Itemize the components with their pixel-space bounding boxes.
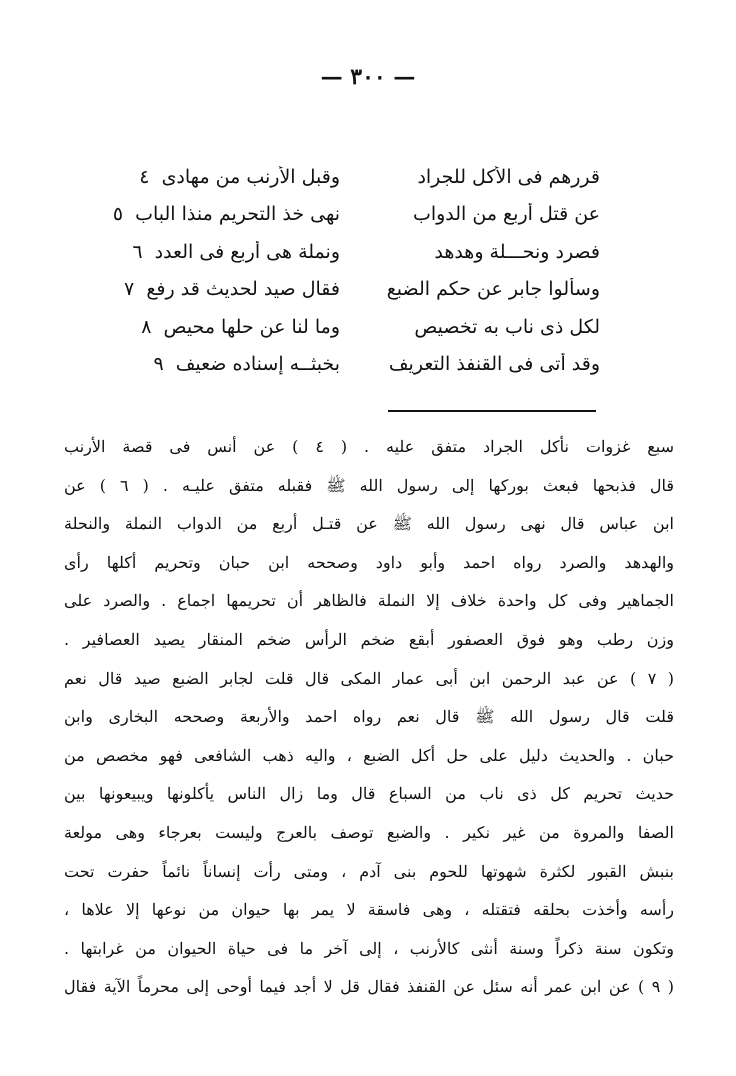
- footnote-line: الجماهير وفى كل واحدة خلاف إلا النملة فالظاهر أن تحريمها اجماع . والصرد على: [64, 591, 674, 611]
- verse-number: ٦: [132, 240, 143, 263]
- verse-second-hemistich: [70, 166, 340, 188]
- verse-first-hemistich: قررهم فى الأكل للجراد: [417, 165, 600, 188]
- verse-row: [70, 158, 600, 196]
- footnote-line: بنبش القبور لكثرة شهوتها للحوم بنى آدم ، ومتى رأت إنساناً نائماً حفرت تحت: [64, 861, 674, 881]
- page-number: — ٣٠٠ —: [320, 64, 416, 90]
- verse-second-text: فقال صيد لحديث قد رفع: [146, 278, 340, 301]
- verse-number: ٧: [124, 278, 135, 301]
- footnote-line: والهدهد والصرد رواه احمد وأبو داود وصححه ابن حبان وتحريم أكلها رأى: [64, 552, 674, 572]
- verse-second-hemistich: [70, 353, 340, 375]
- footnote-line: قلت قال رسول الله ﷺ قال نعم رواه احمد والأربعة وصححه البخارى وابن: [64, 707, 674, 727]
- footnote-line: ( ٧ ) عن عبد الرحمن ابن أبى عمار المكى قال قلت لجابر الضبع صيد قال نعم: [64, 668, 674, 688]
- verse-second-text: بخبثــه إسناده ضعيف: [175, 353, 340, 376]
- verse-number: ٥: [112, 203, 124, 226]
- verse-first-hemistich: لكل ذى ناب به تخصيص: [414, 315, 600, 338]
- footnote-line: قال فذبحها فبعث بوركها إلى رسول الله ﷺ فقبله متفق عليـه . ( ٦ ) عن: [64, 475, 674, 495]
- verse-first-hemistich: وقد أتى فى القنفذ التعريف: [388, 353, 600, 376]
- verse-second-hemistich: [70, 316, 340, 338]
- footnote-line: سبع غزوات نأكل الجراد متفق عليه . ( ٤ ) عن أنس فى قصة الأرنب: [64, 437, 674, 456]
- poem-verses: [70, 158, 600, 383]
- verse-number: ٤: [139, 165, 150, 188]
- verse-second-hemistich: [70, 203, 340, 225]
- verse-row: [70, 196, 600, 234]
- verse-row: [70, 271, 600, 309]
- verse-number: ٩: [153, 353, 164, 376]
- verse-second-hemistich: [70, 278, 340, 300]
- verse-row: [70, 233, 600, 271]
- verse-second-text: ونملة هى أربع فى العدد: [154, 240, 340, 263]
- footnote-divider: [388, 410, 596, 412]
- verse-second-text: وقبل الأرنب من مهادى: [161, 165, 340, 188]
- verse-second-text: وما لنا عن حلها محيص: [163, 315, 340, 338]
- verse-first-hemistich: وسألوا جابر عن حكم الضبع: [386, 278, 600, 301]
- footnote-line: ابن عباس قال نهى رسول الله ﷺ عن قتـل أربع من الدواب النملة والنحلة: [64, 514, 674, 534]
- verse-second-text: نهى خذ التحريم منذا الباب: [135, 203, 340, 226]
- verse-first-hemistich: فصرد ونحـــلة وهدهد: [434, 240, 600, 263]
- footnote-line: الصفا والمروة من غير نكير . والضبع توصف بالعرج وليست بعرجاء وهى مولعة: [64, 822, 674, 842]
- footnote-line: حبان . والحديث دليل على حل أكل الضبع ، واليه ذهب الشافعى فهو مخصص من: [64, 745, 674, 765]
- verse-second-hemistich: [70, 241, 340, 263]
- verse-row: [70, 346, 600, 384]
- footnote-line: وزن رطب وهو فوق العصفور أبقع ضخم الرأس ضخم المنقار يصيد العصافير .: [64, 629, 674, 649]
- footnote-line: رأسه وأخذت بحلقه فتقتله ، وهى فاسقة لا يمر بها حيوان من نوعها إلا علاها ،: [64, 900, 674, 920]
- footnote-line: ( ٩ ) عن ابن عمر أنه سئل عن القنفذ فقال قل لا أجد فيما أوحى إلى محرماً الآية فقال: [64, 977, 674, 997]
- verse-first-hemistich: عن قتل أربع من الدواب: [412, 203, 600, 226]
- footnote-line: حديث تحريم كل ذى ناب من السباع قال وما زال الناس يأكلونها ويبيعونها بين: [64, 784, 674, 804]
- verse-number: ٨: [141, 315, 152, 338]
- footnotes: [64, 428, 674, 1007]
- verse-row: [70, 308, 600, 346]
- footnote-line: وتكون سنة ذكراً وسنة أنثى كالأرنب ، إلى آخر ما فى حياة الحيوان من غرابتها .: [64, 938, 674, 958]
